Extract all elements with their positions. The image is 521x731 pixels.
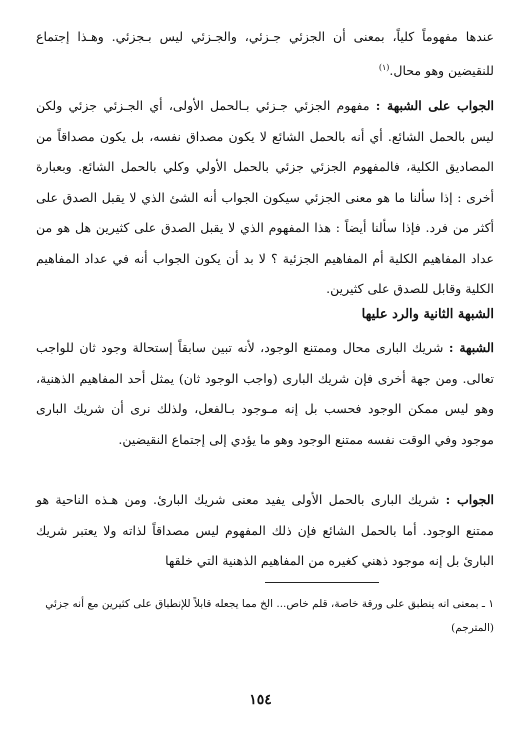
second-answer-lead: الجواب : <box>445 492 494 507</box>
footnote-marker: (١) <box>378 62 390 72</box>
paragraph-second-answer <box>36 485 494 577</box>
answer-lead: الجواب على الشبهة : <box>375 98 494 113</box>
paragraph-opening-text: عندها مفهوماً كلياً، بمعنى أن الجزئي جـزئي، والجـزئي ليس بـجزئي. وهـذا إجتماع للنقيضين وهو محال. <box>36 29 494 78</box>
footnote: ١ ـ بمعنى انه ينطبق على ورقة خاصة، قلم خاص... الخ مما يجعله قابلاً للإنطباق على كثيرين مع أنه جزئي (المترجم) <box>45 598 494 634</box>
answer-body: مفهوم الجزئي جـزئي بـالحمل الأولى، أي الجـزئي جزئي ولكن ليس بالحمل الشائع. أي أنه بالحمل الشائع لا يكون مصداق نفسه، بل يكون مصداقاً من المصاديق الكلية، فالمفهوم الجزئي جزئي بالحمل الأولي وكلي بالحمل الشائع. وبعبارة أخرى : إذا سألنا ما هو معنى الجزئي سيكون الجواب أنه الشئ الذي لا يقبل الصدق على أكثر من فرد. فإذا سألنا أيضاً : هذا المفهوم الذي لا يقبل الصدق على كثيرين هل هو من عداد المفاهيم الكلية أم المفاهيم الجزئية ؟ لا بد أن يكون الجواب أنه في عداد المفاهيم الكلية وقابل للصدق على كثيرين. <box>36 98 494 296</box>
footnote-divider <box>265 582 379 583</box>
paragraph-opening <box>36 22 494 86</box>
paragraph-answer-first-objection <box>36 91 494 305</box>
objection-lead: الشبهة : <box>448 340 494 355</box>
paragraph-second-objection <box>36 333 494 455</box>
second-answer-body: شريك البارى بالحمل الأولى يفيد معنى شريك البارئ. ومن هـذه الناحية هو ممتنع الوجود. أما بالحمل الشائع فإن ذلك المفهوم ليس مصداقاً لذاته ولا يعتبر شريك البارئ بل إنه موجود ذهني كغيره من المفاهيم الذهنية التي خلقها <box>36 492 494 568</box>
section-heading: الشبهة الثانية والرد عليها <box>361 307 494 322</box>
page-number: ١٥٤ <box>249 692 272 708</box>
objection-body: شريك البارى محال وممتنع الوجود، لأنه تبين سابقاً إستحالة وجود ثان للواجب تعالى. ومن جهة أخرى فإن شريك البارى (واجب الوجود ثان) يمثل أحد المفاهيم الذهنية، وهو ليس ممكن الوجود فحسب بل إنه مـوجود بـالفعل، ولذلك نرى أن شريك البارى موجود وفي الوقت نفسه ممتنع الوجود وهو ما يؤدي إلى إجتماع النقيضين. <box>36 340 494 447</box>
